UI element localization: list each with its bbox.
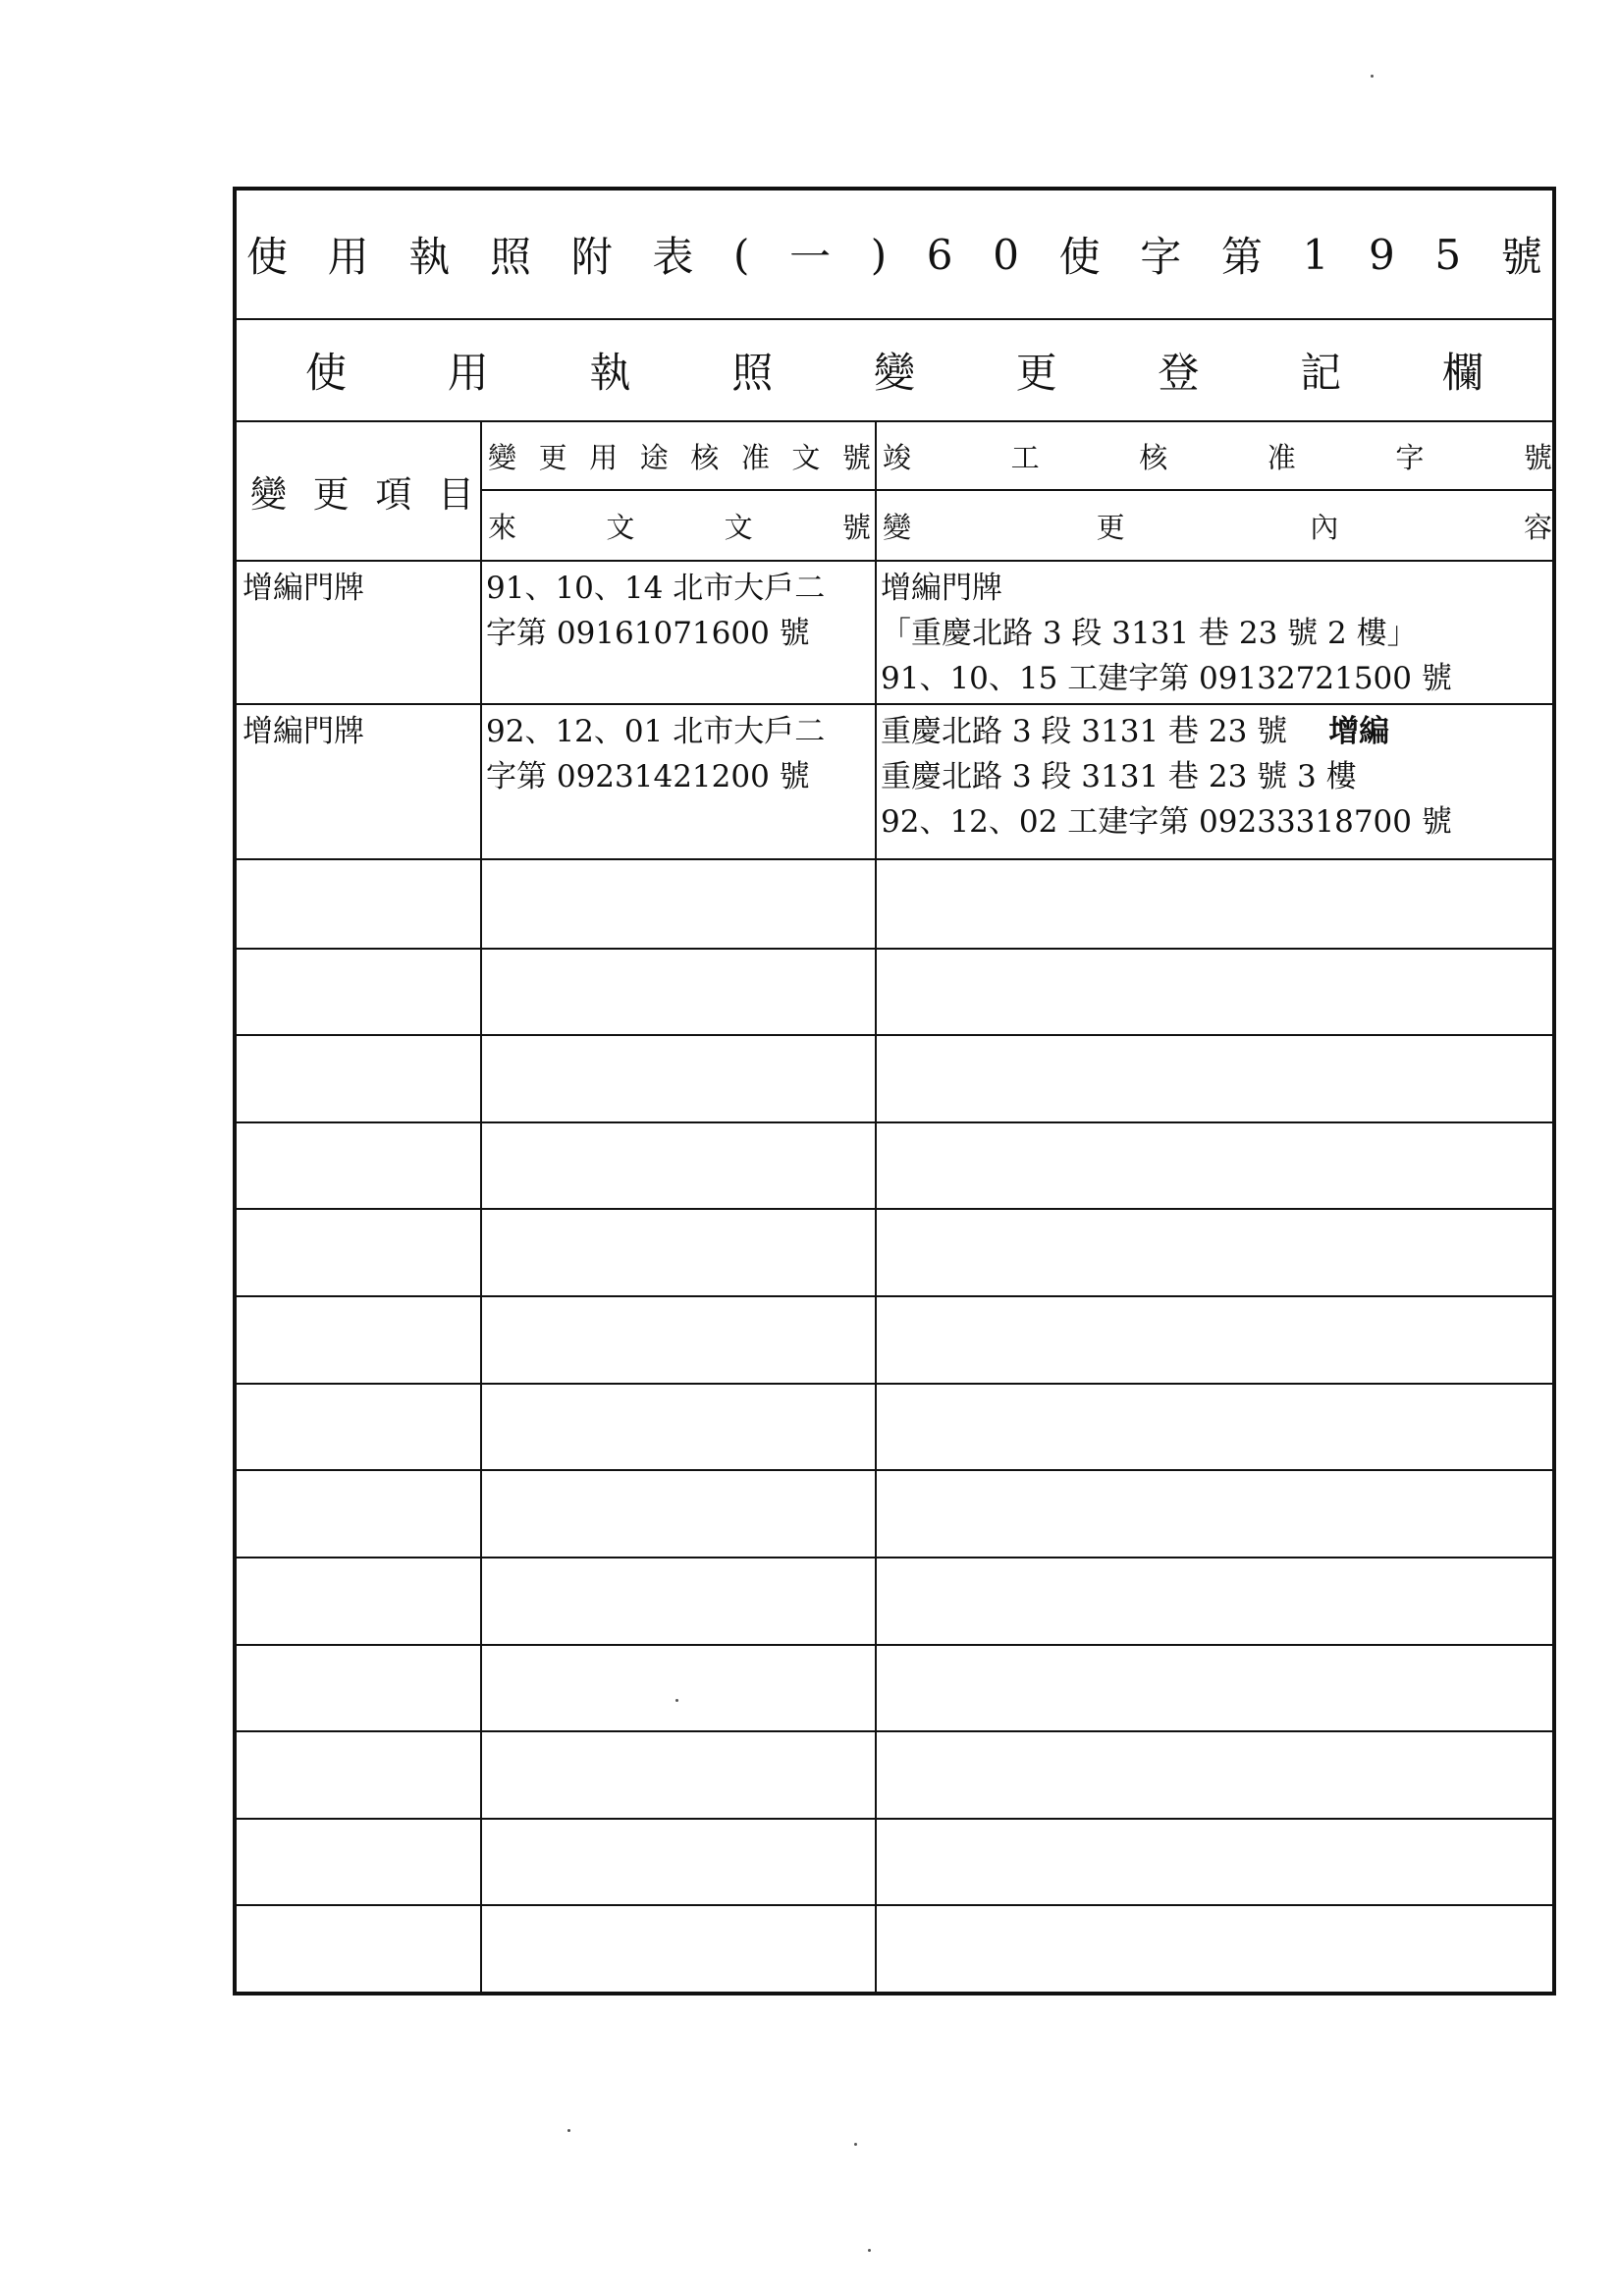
char: 6 — [926, 230, 953, 279]
scan-speck — [675, 1699, 678, 1702]
char: 工 — [1010, 440, 1040, 474]
char: 使 — [1058, 233, 1101, 281]
char: 號 — [1523, 440, 1552, 474]
char: 使 — [305, 349, 348, 397]
empty-row-divider — [237, 1644, 1552, 1646]
row-content-line: 91、10、15 工建字第 09132721500 號 — [881, 661, 1452, 696]
char: 竣 — [883, 440, 912, 474]
row-change-item: 增編門牌 — [243, 714, 364, 749]
empty-row-divider — [237, 1208, 1552, 1210]
scan-speck — [868, 2249, 871, 2252]
char: 更 — [538, 440, 567, 474]
char: 照 — [490, 233, 532, 281]
char: 文 — [791, 440, 821, 474]
row-content-line: 「重慶北路 3 段 3131 巷 23 號 2 樓」 — [881, 616, 1418, 651]
char: 登 — [1158, 349, 1200, 397]
row-doc-line: 字第 09231421200 號 — [486, 759, 810, 794]
char: 途 — [639, 440, 669, 474]
row-doc-line: 91、10、14 北市大戶二 — [486, 571, 826, 606]
char: 表 — [652, 233, 694, 281]
char: ( — [733, 230, 750, 279]
row-content-line — [881, 566, 1002, 611]
scan-speck — [567, 2129, 570, 2132]
char: 0 — [993, 230, 1019, 279]
char: 用 — [589, 440, 619, 474]
row-doc-line: 92、12、01 北市大戶二 — [486, 714, 826, 749]
char: 更 — [1096, 510, 1125, 544]
empty-row-divider — [237, 1469, 1552, 1471]
char: 內 — [1310, 510, 1339, 544]
char: 容 — [1523, 510, 1552, 544]
row-content-line — [881, 709, 1389, 754]
char: 使 — [246, 233, 289, 281]
char: 准 — [740, 440, 770, 474]
empty-row-divider — [237, 1818, 1552, 1820]
char: 號 — [841, 510, 871, 544]
char: 變 — [883, 510, 912, 544]
char: 一 — [789, 233, 832, 281]
char: 附 — [570, 233, 613, 281]
char: 變 — [873, 349, 915, 397]
column-divider — [875, 420, 877, 1992]
row-content-mark: 增編 — [1328, 714, 1390, 749]
header-change-item — [250, 422, 474, 560]
char: 照 — [731, 349, 774, 397]
row-divider — [237, 703, 1552, 705]
char: 文 — [606, 510, 635, 544]
char: 核 — [690, 440, 720, 474]
divider — [237, 560, 1552, 562]
char: 第 — [1220, 233, 1263, 281]
char: 用 — [327, 233, 369, 281]
char: 文 — [724, 510, 753, 544]
char: 准 — [1267, 440, 1296, 474]
header-change-content — [883, 491, 1552, 560]
scan-speck — [1371, 75, 1374, 78]
header-approval-doc-no — [488, 422, 871, 489]
char: 號 — [1500, 233, 1542, 281]
row-doc-line: 字第 09161071600 號 — [486, 616, 810, 651]
char: 欄 — [1441, 349, 1483, 397]
row-divider — [237, 858, 1552, 860]
scan-speck — [854, 2143, 857, 2146]
row-content-text: 增編門牌 — [881, 571, 1002, 606]
char: 目 — [437, 473, 474, 516]
document-title — [237, 191, 1552, 318]
empty-row-divider — [237, 1034, 1552, 1036]
column-divider — [480, 420, 482, 1992]
char: 記 — [1300, 349, 1342, 397]
char: 變 — [488, 440, 517, 474]
header-completion-no — [883, 422, 1552, 489]
empty-row-divider — [237, 1121, 1552, 1123]
empty-row-divider — [237, 1383, 1552, 1385]
row-content-line: 重慶北路 3 段 3131 巷 23 號 3 樓 — [881, 759, 1357, 794]
row-change-item: 增編門牌 — [243, 571, 364, 606]
row-content-text: 重慶北路 3 段 3131 巷 23 號 — [881, 714, 1288, 749]
char: 核 — [1139, 440, 1168, 474]
empty-row-divider — [237, 1295, 1552, 1297]
char: 項 — [375, 473, 412, 516]
char: 更 — [312, 473, 350, 516]
char: 5 — [1434, 230, 1462, 279]
char: 執 — [589, 349, 631, 397]
license-change-register-sheet — [233, 187, 1556, 1995]
char: 來 — [488, 510, 517, 544]
char: 9 — [1368, 230, 1395, 279]
char: 用 — [447, 349, 489, 397]
char: 變 — [250, 473, 287, 516]
char: 號 — [841, 440, 871, 474]
header-incoming-doc-no — [488, 491, 871, 560]
char: ) — [870, 230, 888, 279]
empty-row-divider — [237, 1557, 1552, 1558]
empty-row-divider — [237, 1904, 1552, 1906]
char: 1 — [1302, 230, 1329, 279]
register-subtitle — [237, 320, 1552, 420]
char: 字 — [1140, 233, 1182, 281]
char: 執 — [408, 233, 451, 281]
char: 字 — [1395, 440, 1425, 474]
row-content-line: 92、12、02 工建字第 09233318700 號 — [881, 804, 1452, 840]
empty-row-divider — [237, 948, 1552, 950]
empty-row-divider — [237, 1730, 1552, 1732]
char: 更 — [1015, 349, 1057, 397]
